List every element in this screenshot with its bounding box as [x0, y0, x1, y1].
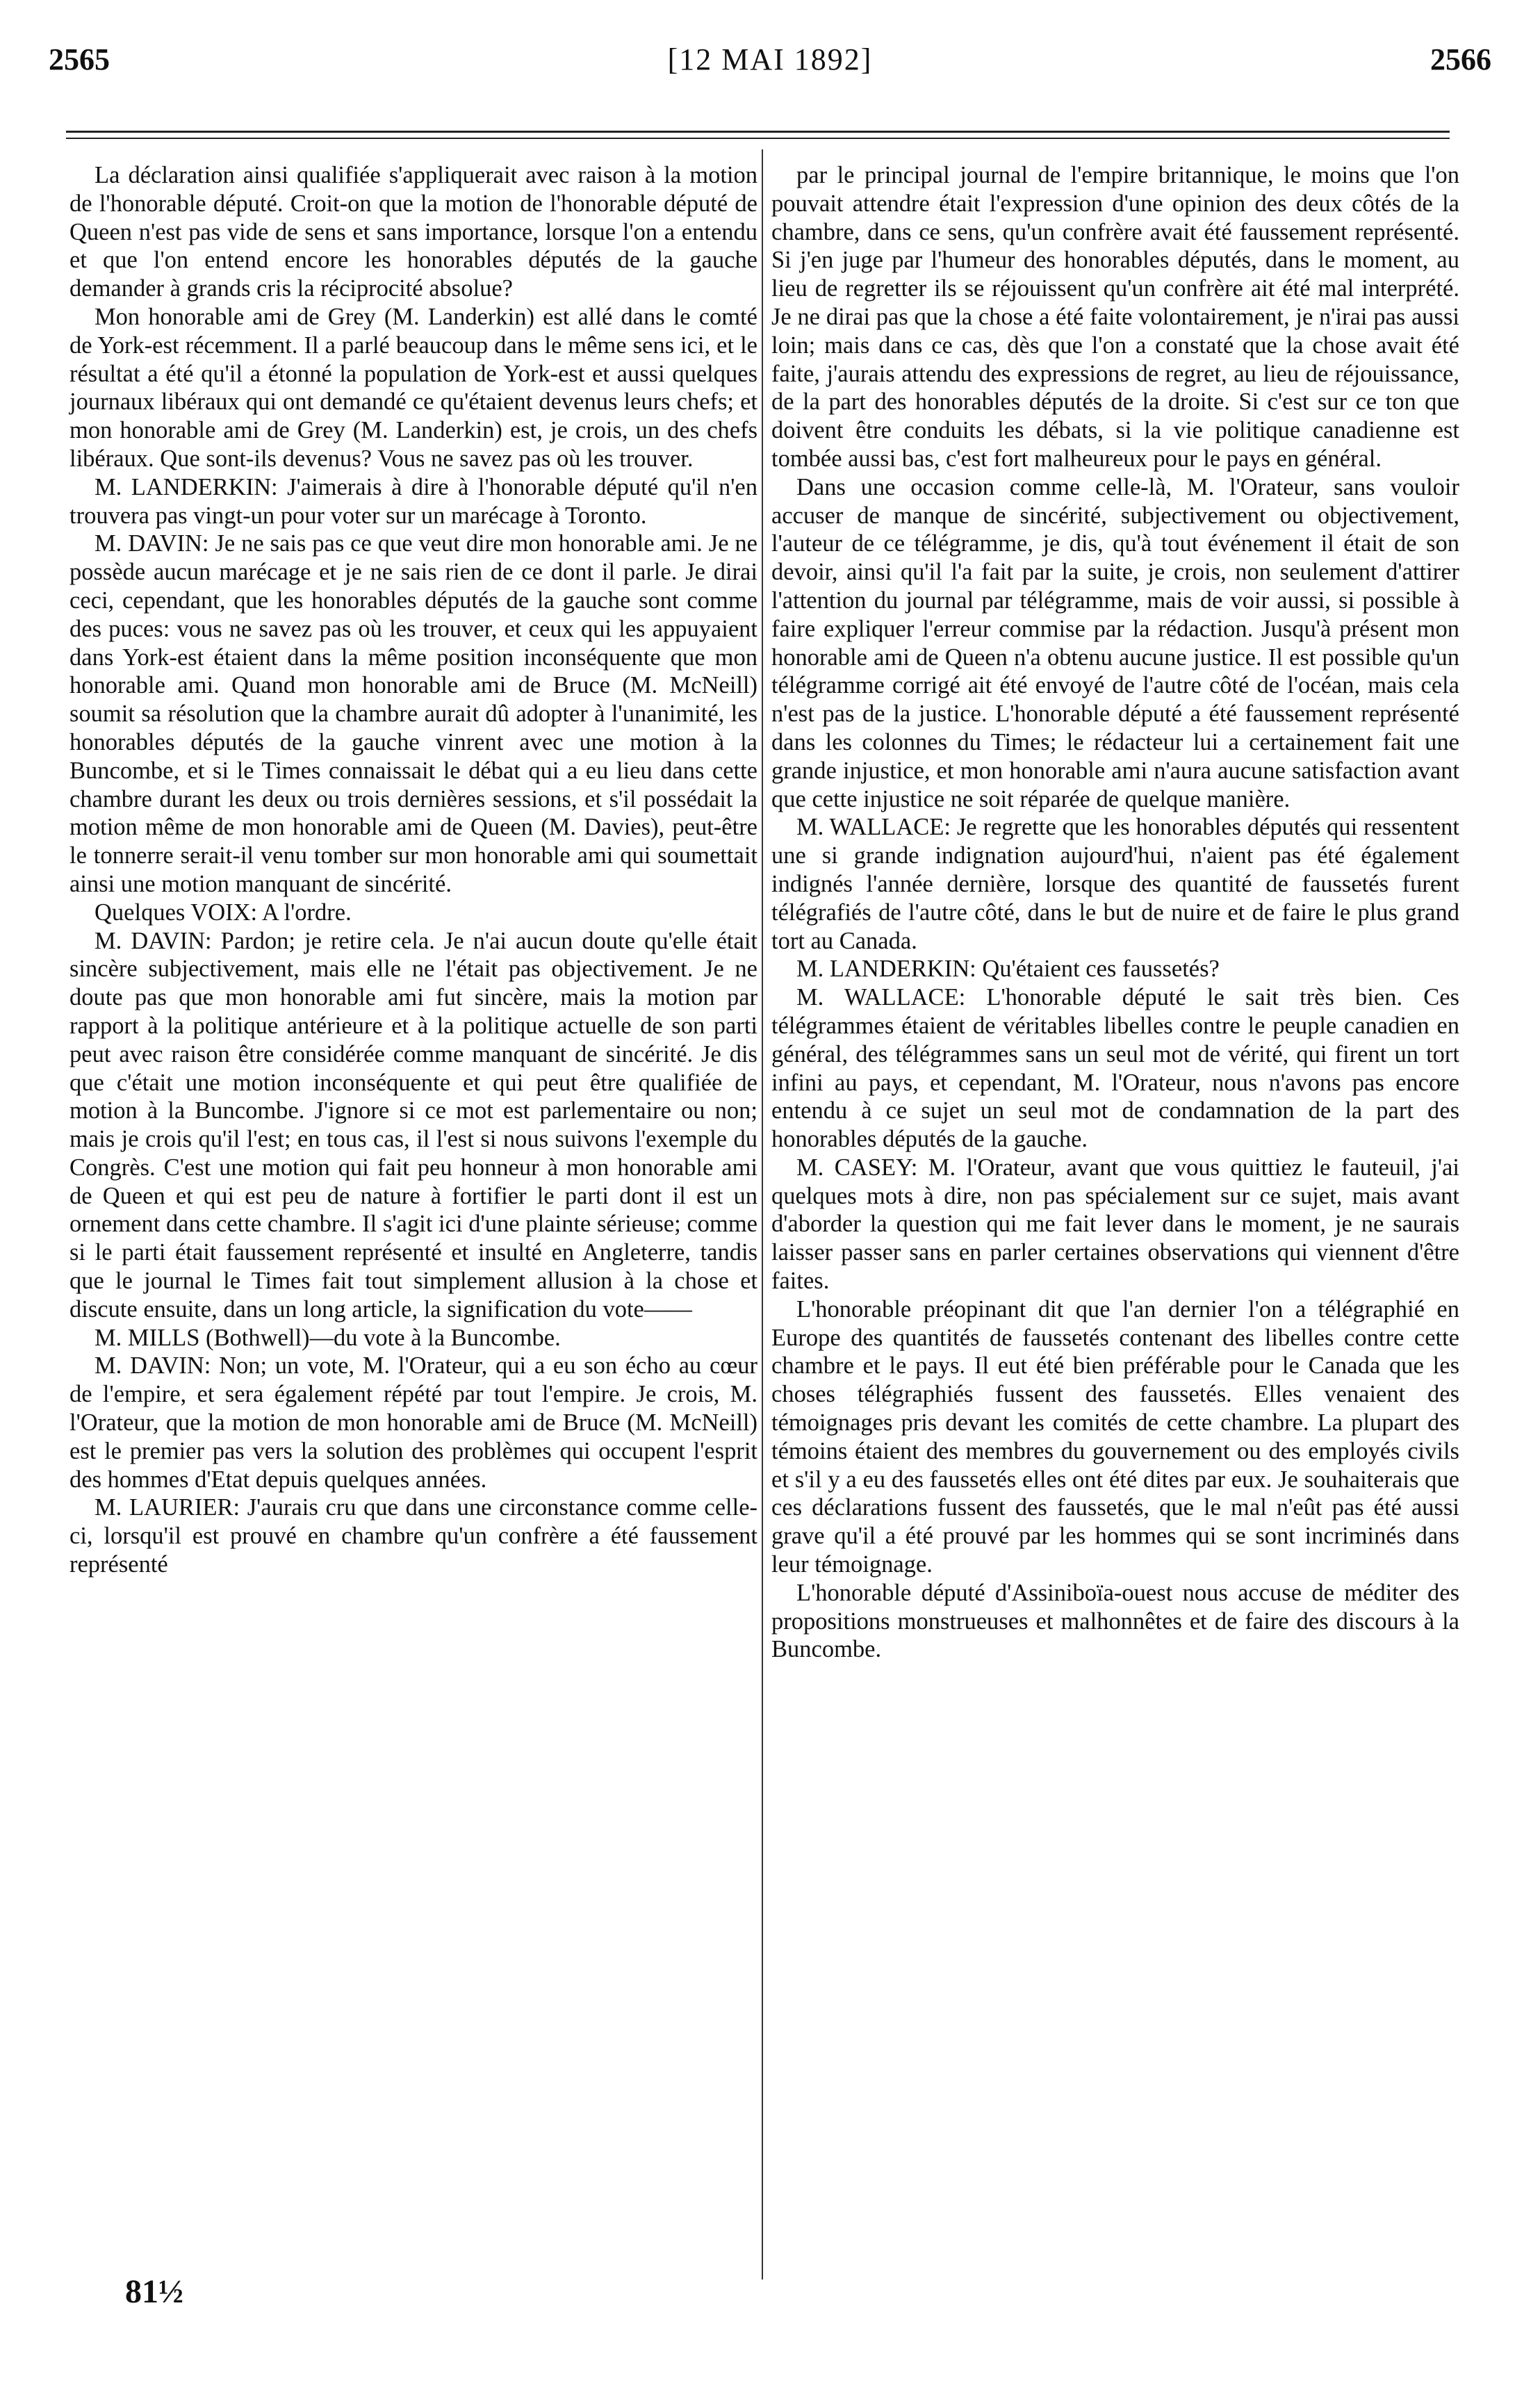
paragraph: M. WALLACE: L'honorable député le sait très bien. Ces télégrammes étaient de véritables libelles contre le peuple canadien en général, des télégrammes sans un seul mot de vérité, qui firent un tort infini au pays, et cependant, M. l'Orateur, nous n'avons pas encore entendu à ce sujet un seul mot de condamnation de la part des honorables députés de la gauche. — [771, 984, 1459, 1153]
left-column — [69, 161, 757, 1579]
right-column — [771, 161, 1459, 1664]
right-page-number: 2566 — [1430, 42, 1491, 76]
paragraph: M. LAURIER: J'aurais cru que dans une circonstance comme celle-ci, lorsqu'il est prouvé en chambre qu'un confrère a été faussement représenté — [69, 1494, 757, 1578]
paragraph: La déclaration ainsi qualifiée s'appliquerait avec raison à la motion de l'honorable député. Croit-on que la motion de l'honorable député de Queen n'est pas vide de sens et sans importance, lorsque l'on a entendu et que l'on entend encore les honorables députés de la gauche demander à grands cris la réciprocité absolue? — [69, 162, 757, 302]
paragraph: M. DAVIN: Non; un vote, M. l'Orateur, qui a eu son écho au cœur de l'empire, et sera également répété par tout l'empire. Je crois, M. l'Orateur, que la motion de mon honorable ami de Bruce (M. McNeill) est le premier pas vers la solution des problèmes qui occupent l'esprit des hommes d'Etat depuis quelques années. — [69, 1352, 757, 1493]
header-rule-thin — [66, 138, 1450, 139]
paragraph: Quelques VOIX: A l'ordre. — [95, 899, 352, 926]
signature-mark: 81½ — [125, 2273, 183, 2310]
paragraph: L'honorable préopinant dit que l'an dernier l'on a télégraphié en Europe des quantités de faussetés contenant des libelles contre cette chambre et le pays. Il eut été bien préférable pour le Canada que les choses télégraphiés fussent des faussetés. Elles venaient des témoignages pris devant les comités de cette chambre. La plupart des témoins étaient des membres du gouvernement ou des employés civils et s'il y a eu des faussetés elles ont été dites par eux. Je souhaiterais que ces déclarations fussent des faussetés, que le mal n'eût pas été aussi grave qu'il a été prouvé par les hommes qui se sont incriminés dans leur témoignage. — [771, 1295, 1459, 1578]
paragraph: par le principal journal de l'empire britannique, le moins que l'on pouvait attendre était l'expression d'une opinion des deux côtés de la chambre, dans ce sens, qu'un confrère avait été faussement représenté. Si j'en juge par l'humeur des honorables députés, dans le moment, au lieu de regretter ils se réjouissent qu'un confrère ait été mal interprété. Je ne dirai pas que la chose a été faite volontairement, je n'irai pas aussi loin; mais dans ce cas, dès que l'on a constaté que la chose avait été faite, j'aurais attendu des expressions de regret, au lieu de réjouissance, de la part des honorables députés de la droite. Si c'est sur ce ton que doivent être conduits les débats, si la vie politique canadienne est tombée aussi bas, c'est fort malheureux pour le pays en général. — [771, 162, 1459, 472]
paragraph: M. LANDERKIN: Qu'étaient ces faussetés? — [796, 956, 1220, 983]
paragraph: M. MILLS (Bothwell)—du vote à la Buncombe. — [95, 1324, 561, 1351]
paragraph: Mon honorable ami de Grey (M. Landerkin) est allé dans le comté de York-est récemment. Il a parlé beaucoup dans le même sens ici, et le résultat a été qu'il a étonné la population de York-est et aussi quelques journaux libéraux qui ont demandé ce qu'étaient devenus leurs chefs; et mon honorable ami de Grey (M. Landerkin) est, je crois, un des chefs libéraux. Que sont-ils devenus? Vous ne savez pas où les trouver. — [69, 303, 757, 472]
page-date: [12 MAI 1892] — [667, 42, 873, 76]
header-rule — [66, 131, 1450, 133]
paragraph: M. DAVIN: Pardon; je retire cela. Je n'ai aucun doute qu'elle était sincère subjectivement, mais elle ne l'était pas objectivement. Je ne doute pas que mon honorable ami fut sincère, mais la motion par rapport à la politique antérieure et à la politique actuelle de son parti peut avec raison être considérée comme manquant de sincérité. Je dis que c'était une motion inconséquente et qui peut être qualifiée de motion à la Buncombe. J'ignore si ce mot est parlementaire ou non; mais je crois qu'il l'est; en tous cas, il l'est si nous suivons l'exemple du Congrès. C'est une motion qui fait peu honneur à mon honorable ami de Queen et qui est peu de nature à fortifier le parti dont il est un ornement dans cette chambre. Il s'agit ici d'une plainte sérieuse; comme si le parti était faussement représenté et insulté en Angleterre, tandis que le journal le Times fait tout simplement allusion à la chose et discute ensuite, dans un long article, la signification du vote—— — [69, 927, 757, 1323]
paragraph: M. LANDERKIN: J'aimerais à dire à l'honorable député qu'il n'en trouvera pas vingt-un pour voter sur un marécage à Toronto. — [69, 473, 757, 529]
paragraph: L'honorable député d'Assiniboïa-ouest nous accuse de méditer des propositions monstrueuses et malhonnêtes et de faire des discours à la Buncombe. — [771, 1579, 1459, 1663]
paragraph: M. DAVIN: Je ne sais pas ce que veut dire mon honorable ami. Je ne possède aucun marécage et je ne sais rien de ce dont il parle. Je dirai ceci, cependant, que les honorables députés de la gauche sont comme des puces: vous ne savez pas où les trouver, et ceux qui les appuyaient dans York-est étaient dans la même position inconséquente que mon honorable ami. Quand mon honorable ami de Bruce (M. McNeill) soumit sa résolution que la chambre aurait dû adopter à l'unanimité, les honorables députés de la gauche vinrent avec une motion à la Buncombe, et si le Times connaissait le débat qui a eu lieu dans cette chambre durant les deux ou trois dernières sessions, et s'il possédait la motion même de mon honorable ami de Queen (M. Davies), peut-être le tonnerre serait-il venu tomber sur mon honorable ami qui soumettait ainsi une motion manquant de sincérité. — [69, 530, 757, 897]
page-header — [49, 42, 1491, 90]
paragraph: Dans une occasion comme celle-là, M. l'Orateur, sans vouloir accuser de manque de sincérité, subjectivement ou objectivement, l'auteur de ce télégramme, je dis, qu'à tout événement il était de son devoir, ainsi qu'il l'a fait par la suite, je crois, non seulement d'attirer l'attention du journal par télégramme, mais de voir aussi, si possible à faire expliquer l'erreur commise par la rédaction. Jusqu'à présent mon honorable ami de Queen n'a obtenu aucune justice. Il est possible qu'un télégramme corrigé ait été envoyé de l'autre côté de l'océan, mais cela n'est pas de la justice. L'honorable député a été faussement représenté dans les colonnes du Times; le rédacteur lui a certainement fait une grande injustice, et mon honorable ami n'aura aucune satisfaction avant que cette injustice ne soit réparée de quelque manière. — [771, 473, 1459, 812]
paragraph: M. CASEY: M. l'Orateur, avant que vous quittiez le fauteuil, j'ai quelques mots à dire, non pas spécialement sur ce sujet, mais avant d'aborder la question qui me fait lever dans le moment, je ne saurais laisser passer sans en parler certaines observations qui viennent d'être faites. — [771, 1154, 1459, 1295]
paragraph: M. WALLACE: Je regrette que les honorables députés qui ressentent une si grande indignation aujourd'hui, n'aient pas été également indignés l'année dernière, lorsque des quantité de faussetés furent télégrafiés de l'autre côté, dans le but de nuire et de faire le plus grand tort au Canada. — [771, 814, 1459, 954]
left-page-number: 2565 — [49, 42, 110, 76]
column-divider — [762, 149, 763, 2279]
